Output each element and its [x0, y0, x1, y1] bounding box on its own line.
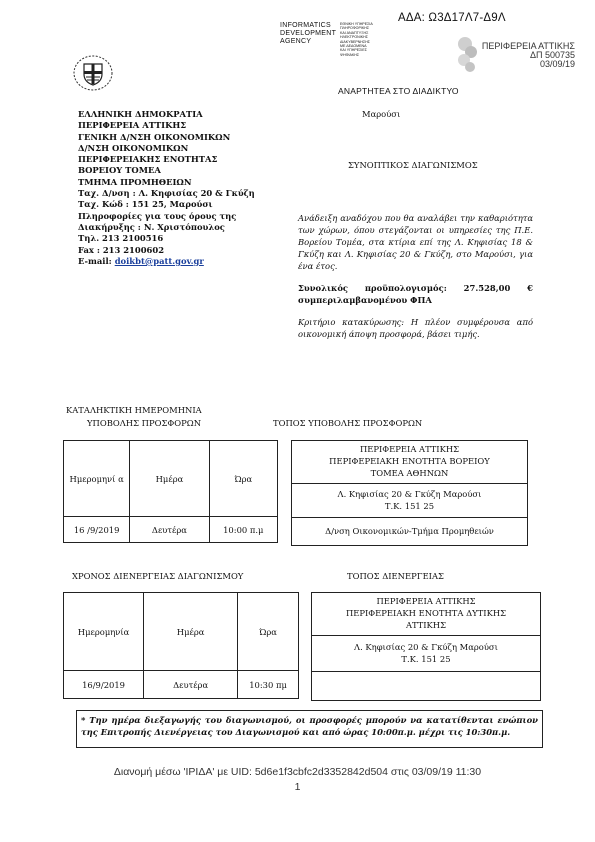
ida-brand-line: INFORMATICS	[280, 22, 332, 29]
submission-note: * Την ημέρα διεξαγωγής του διαγωνισμού, οι προσφορές μπορούν να κατατίθενται ενώπιον της Επιτροπής Διενέργειας του Διαγωνισμού και από ώρας 10:00π.μ. μέχρι τις 10:30π.μ.	[76, 710, 543, 748]
deadline-place-box	[291, 440, 528, 546]
conduct-place-box	[311, 592, 541, 701]
email-link[interactable]: doikbt@patt.gov.gr	[114, 255, 204, 266]
greek-emblem-icon	[72, 54, 114, 92]
sender-line: ΒΟΡΕΙΟΥ ΤΟΜΕΑ	[78, 165, 161, 176]
sender-line: Fax : 213 2100602	[78, 244, 165, 255]
place-line: ΠΕΡΙΦΕΡΕΙΑΚΗ ΕΝΟΤΗΤΑ ΒΟΡΕΙΟΥ	[329, 456, 490, 466]
address-line: Λ. Κηφισίας 20 & Γκύζη Μαρούσι	[337, 489, 482, 499]
sender-line: ΓΕΝΙΚΗ Δ/ΝΣΗ ΟΙΚΟΝΟΜΙΚΩΝ	[78, 131, 231, 142]
place-address	[292, 484, 527, 518]
address-line: Τ.Κ. 151 25	[401, 654, 451, 664]
col-header-time: Ώρα	[209, 441, 277, 517]
deadline-time: 10:00 π.μ	[209, 517, 277, 543]
conduct-date: 16/9/2019	[64, 671, 144, 699]
subject-text: Ανάδειξη αναδόχου που θα αναλάβει την καθαριότητα των χώρων, όπου στεγάζονται οι υπηρεσίες της Π.Ε. Βορείου Τομέα, στα κτίρια επί της Λ. Κηφισίας 18 & Γκύζη και Λ. Κηφισίας 20 & Γκύζη, στο Μαρούσι, για ένα έτος.	[298, 213, 533, 271]
email-line	[78, 256, 255, 267]
sender-line: Τηλ. 213 2100516	[78, 233, 164, 244]
deadline-date: 16 /9/2019	[64, 517, 130, 543]
conduct-title: ΧΡΟΝΟΣ ΔΙΕΝΕΡΓΕΙΑΣ ΔΙΑΓΩΝΙΣΜΟΥ	[72, 571, 244, 581]
col-header-time: Ώρα	[238, 593, 299, 671]
place-name: Μαρούσι	[362, 109, 401, 119]
sender-line: Ταχ. Δ/νση : Λ. Κηφισίας 20 & Γκύζη	[78, 188, 255, 199]
conduct-table	[63, 592, 299, 699]
deadline-title-line2: ΥΠΟΒΟΛΗΣ ΠΡΟΣΦΟΡΩΝ	[87, 418, 202, 428]
place-authority	[292, 441, 527, 484]
region-stamp-line: ΠΕΡΙΦΕΡΕΙΑ ΑΤΤΙΚΗΣ	[481, 41, 575, 51]
place-department: Δ/νση Οικονομικών-Τμήμα Προμηθειών	[325, 526, 494, 536]
place-line: ΠΕΡΙΦΕΡΕΙΑΚΗ ΕΝΟΤΗΤΑ ΔΥΤΙΚΗΣ	[345, 608, 507, 618]
sender-line: Ταχ. Κώδ : 151 25, Μαρούσι	[78, 199, 213, 210]
deadline-title: ΚΑΤΑΛΗΚΤΙΚΗ ΗΜΕΡΟΜΗΝΙΑ	[66, 405, 202, 415]
place-line: ΠΕΡΙΦΕΡΕΙΑ ΑΤΤΙΚΗΣ	[359, 444, 460, 454]
address-line: Τ.Κ. 151 25	[384, 501, 435, 511]
ida-logo	[280, 22, 420, 57]
region-stamp	[470, 42, 575, 69]
place-line: ΤΟΜΕΑ ΑΘΗΝΩΝ	[370, 468, 449, 478]
deadline-table	[63, 440, 278, 543]
conduct-time: 10:30 πμ	[238, 671, 299, 699]
sender-line: ΕΛΛΗΝΙΚΗ ΔΗΜΟΚΡΑΤΙΑ	[78, 109, 203, 119]
ida-brand-line: AGENCY	[280, 38, 312, 45]
col-header-date: Ημερομηνία	[64, 593, 144, 671]
place-address	[312, 636, 540, 672]
ada-code: ΑΔΑ: Ω3Δ17Λ7-Δ9Λ	[398, 12, 506, 24]
col-header-date: Ημερομηνί α	[64, 441, 130, 517]
doc-title: ΣΥΝΟΠΤΙΚΟΣ ΔΙΑΓΩΝΙΣΜΟΣ	[348, 160, 478, 170]
region-stamp-line: ΔΠ 500735	[529, 50, 575, 60]
sender-line: Διακήρυξης : Ν. Χριστόπουλος	[78, 221, 225, 232]
place-empty-row	[312, 672, 540, 700]
ida-greek-text: ΕΘΝΙΚΗ ΥΠΗΡΕΣΙΑ ΠΛΗΡΟΦΟΡΙΚΗΣ ΚΑΙ ΑΝΑΠΤΥΞΗΣ ΗΛΕΚΤΡΟΝΙΚΗΣ ΔΙΑΚΥΒΕΡΝΗΣΗΣ ΜΕ ΔΕΔΟΜΕΝΑ ΚΑΙ ΥΠΗΡΕΣΙΕΣ ΨΗΦΙΑΚΗΣ	[340, 22, 373, 57]
sender-line: Πληροφορίες για τους όρους της	[78, 210, 237, 221]
sender-line: ΠΕΡΙΦΕΡΕΙΑΚΗΣ ΕΝΟΤΗΤΑΣ	[78, 154, 218, 165]
place-line: ΠΕΡΙΦΕΡΕΙΑ ΑΤΤΙΚΗΣ	[376, 596, 476, 606]
col-header-day: Ημέρα	[144, 593, 238, 671]
deadline-place-title: ΤΟΠΟΣ ΥΠΟΒΟΛΗΣ ΠΡΟΣΦΟΡΩΝ	[273, 418, 423, 428]
region-stamp-line: 03/09/19	[539, 59, 575, 69]
subject-block	[298, 212, 533, 350]
place-authority	[312, 593, 540, 636]
ida-brand-line: DEVELOPMENT	[280, 30, 337, 37]
conduct-place-title: ΤΟΠΟΣ ΔΙΕΝΕΡΓΕΙΑΣ	[347, 571, 444, 581]
conduct-day: Δευτέρα	[144, 671, 238, 699]
sender-line: Δ/ΝΣΗ ΟΙΚΟΝΟΜΙΚΩΝ	[78, 142, 189, 153]
deadline-day: Δευτέρα	[130, 517, 209, 543]
page-number: 1	[294, 781, 301, 793]
criterion-text: Κριτήριο κατακύρωσης: Η πλέον συμφέρουσα από οικονομική άποψη προσφορά, βάσει τιμής.	[298, 317, 533, 339]
distribution-footer: Διανομή μέσω 'ΙΡΙΔΑ' με UID: 5d6e1f3cbfc2d3352842d504 στις 03/09/19 11:30	[113, 766, 482, 778]
sender-line: ΤΜΗΜΑ ΠΡΟΜΗΘΕΙΩΝ	[78, 176, 192, 187]
post-online-label: ΑΝΑΡΤΗΤΕΑ ΣΤΟ ΔΙΑΔΙΚΤΥΟ	[338, 86, 459, 96]
col-header-day: Ημέρα	[130, 441, 209, 517]
sender-block	[78, 109, 255, 267]
place-line: ΑΤΤΙΚΗΣ	[405, 620, 446, 630]
budget-text: Συνολικός προϋπολογισμός: 27.528,00 € συμπεριλαμβανομένου ΦΠΑ	[298, 283, 533, 305]
address-line: Λ. Κηφισίας 20 & Γκύζη Μαρούσι	[354, 642, 498, 652]
email-label: E-mail:	[78, 255, 115, 266]
sender-line: ΠΕΡΙΦΕΡΕΙΑ ΑΤΤΙΚΗΣ	[78, 120, 187, 131]
